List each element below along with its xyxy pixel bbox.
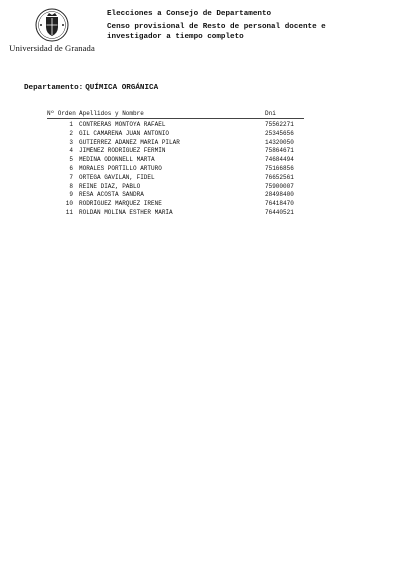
row-dni: 75900007 — [265, 182, 294, 190]
row-number: 7 — [69, 173, 73, 181]
row-number: 5 — [69, 156, 73, 164]
department-value: QUÍMICA ORGÁNICA — [85, 84, 159, 92]
row-name: GIL CAMARENA JUAN ANTONIO — [79, 129, 170, 137]
table-row — [47, 183, 304, 192]
table-row — [47, 130, 304, 139]
row-number: 9 — [69, 191, 73, 199]
table-body — [47, 121, 304, 218]
table-header — [47, 110, 304, 119]
row-dni: 75166856 — [265, 164, 294, 172]
table-row — [47, 139, 304, 148]
row-number: 2 — [69, 129, 73, 137]
row-name: RESA ACOSTA SANDRA — [79, 191, 144, 199]
table-row — [47, 165, 304, 174]
row-name: CONTRERAS MONTOYA RAFAEL — [79, 121, 166, 128]
row-number: 8 — [69, 182, 73, 190]
row-number: 10 — [65, 200, 73, 208]
row-number: 1 — [69, 121, 73, 128]
row-name: REINE DIAZ, PABLO — [79, 182, 141, 190]
row-number: 6 — [69, 164, 73, 172]
row-name: MEDINA ODONNELL MARTA — [79, 156, 155, 164]
department-label: Departamento: — [24, 84, 84, 92]
university-logo — [6, 8, 98, 53]
row-dni: 74684494 — [265, 156, 294, 164]
row-dni: 28498400 — [265, 191, 294, 199]
census-table — [47, 110, 304, 218]
university-name: Universidad de Granada — [9, 43, 95, 53]
row-number: 4 — [69, 147, 73, 155]
document-subtitle: Censo provisional de Resto de personal docente e investigador a tiempo completo — [107, 23, 326, 41]
row-name: GUTIÉRREZ ADÁNEZ MARIA PILAR — [79, 138, 180, 146]
table-row — [47, 174, 304, 183]
row-dni: 75562271 — [265, 121, 294, 128]
row-dni: 76652561 — [265, 173, 294, 181]
row-dni: 14320050 — [265, 138, 294, 146]
row-number: 11 — [65, 208, 73, 216]
table-row — [47, 147, 304, 156]
column-header-number: Nº Orden — [47, 110, 76, 117]
row-name: MORALES PORTILLO ARTURO — [79, 164, 162, 172]
row-dni: 76418470 — [265, 200, 294, 208]
column-header-name: Apellidos y Nombre — [79, 110, 144, 117]
row-dni: 76440521 — [265, 208, 294, 216]
table-row — [47, 209, 304, 218]
row-number: 3 — [69, 138, 73, 146]
table-row — [47, 200, 304, 209]
university-crest-icon — [35, 8, 69, 42]
row-name: JIMÉNEZ RODRÍGUEZ FERMÍN — [79, 147, 166, 155]
row-name: RODRÍGUEZ MARQUEZ IRENE — [79, 200, 162, 208]
document-title: Elecciones a Consejo de Departamento — [107, 10, 272, 18]
table-row — [47, 121, 304, 130]
department-heading — [24, 84, 158, 92]
column-header-dni: Dni — [265, 110, 276, 117]
row-name: ORTEGA GAVILÁN, FIDEL — [79, 173, 155, 181]
row-dni: 75864671 — [265, 147, 294, 155]
table-row — [47, 156, 304, 165]
table-row — [47, 191, 304, 200]
row-name: ROLDÁN MOLINA ESTHER MARÍA — [79, 208, 173, 216]
row-dni: 25345656 — [265, 129, 294, 137]
